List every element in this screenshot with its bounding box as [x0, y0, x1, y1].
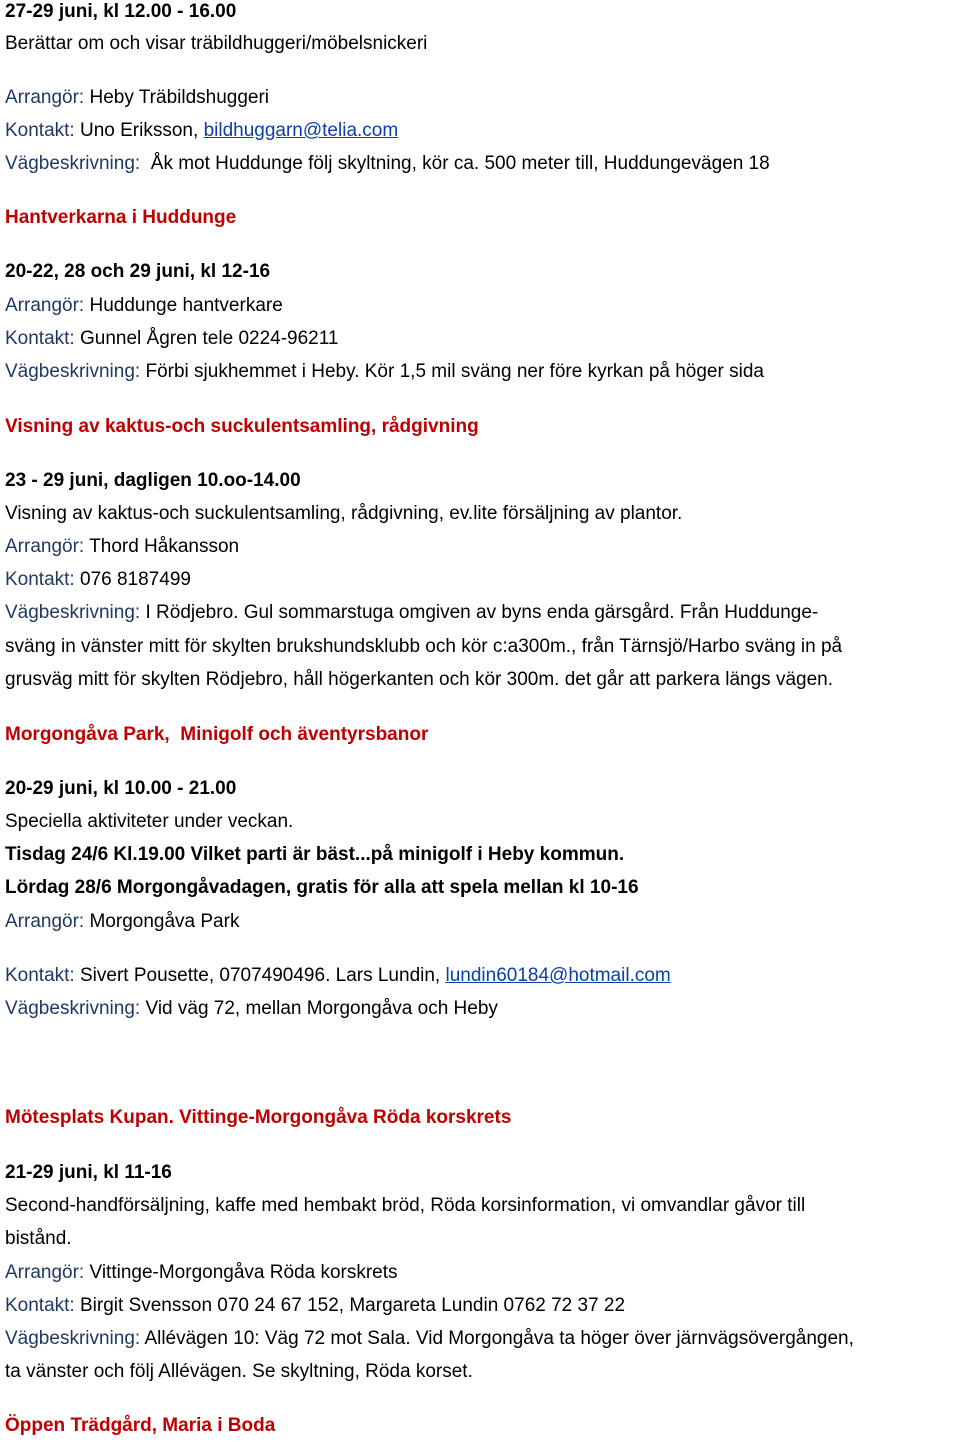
organizer-line	[5, 910, 239, 934]
contact-line	[5, 119, 398, 143]
organizer-value: Huddunge hantverkare	[89, 295, 283, 316]
organizer-label: Arrangör:	[5, 536, 85, 557]
event-description: Berättar om och visar träbildhuggeri/möbelsnickeri	[5, 33, 428, 54]
organizer-label: Arrangör:	[5, 911, 85, 932]
contact-label: Kontakt:	[5, 328, 75, 349]
organizer-value: Morgongåva Park	[89, 911, 240, 932]
directions-value: Allévägen 10: Väg 72 mot Sala. Vid Morgongåva ta höger över järnvägsövergången,	[144, 1328, 854, 1349]
section-heading: Öppen Trädgård, Maria i Boda	[5, 1415, 276, 1436]
directions-continued: ta vänster och följ Allévägen. Se skyltning, Röda korset.	[5, 1361, 473, 1382]
description-continued: bistånd.	[5, 1228, 72, 1249]
section-heading: Mötesplats Kupan. Vittinge-Morgongåva Röda korskrets	[5, 1107, 512, 1128]
contact-label: Kontakt:	[5, 120, 75, 141]
event-date: 20-29 juni, kl 10.00 - 21.00	[5, 778, 237, 799]
organizer-label: Arrangör:	[5, 1262, 85, 1283]
directions-continued: sväng in vänster mitt för skylten brukshundsklubb och kör c:a300m., från Tärnsjö/Harbo sväng in på	[5, 636, 843, 657]
event-description: Visning av kaktus-och suckulentsamling, rådgivning, ev.lite försäljning av plantor.	[5, 503, 683, 524]
organizer-value: Heby Träbildshuggeri	[89, 87, 270, 108]
contact-line	[5, 327, 338, 351]
contact-line	[5, 1294, 625, 1318]
directions-line	[5, 152, 770, 176]
special-event: Lördag 28/6 Morgongåvadagen, gratis för alla att spela mellan kl 10-16	[5, 877, 639, 898]
organizer-line	[5, 1261, 398, 1285]
directions-value: I Rödjebro. Gul sommarstuga omgiven av byns enda gärsgård. Från Huddunge-	[145, 602, 819, 623]
event-date: 27-29 juni, kl 12.00 - 16.00	[5, 1, 237, 22]
special-event: Tisdag 24/6 Kl.19.00 Vilket parti är bäst...på minigolf i Heby kommun.	[5, 844, 625, 865]
event-date: 23 - 29 juni, dagligen 10.oo-14.00	[5, 470, 301, 491]
organizer-line	[5, 86, 269, 110]
organizer-value: Thord Håkansson	[89, 536, 240, 557]
directions-label: Vägbeskrivning:	[5, 361, 141, 382]
event-date: 21-29 juni, kl 11-16	[5, 1162, 172, 1183]
contact-label: Kontakt:	[5, 965, 75, 986]
section-heading: Morgongåva Park, Minigolf och äventyrsbanor	[5, 724, 429, 745]
organizer-label: Arrangör:	[5, 295, 85, 316]
directions-line	[5, 360, 764, 384]
contact-value: Sivert Pousette, 0707490496. Lars Lundin,	[80, 965, 441, 986]
organizer-value: Vittinge-Morgongåva Röda korskrets	[89, 1262, 398, 1283]
directions-label: Vägbeskrivning:	[5, 1328, 141, 1349]
event-description: Second-handförsäljning, kaffe med hembakt bröd, Röda korsinformation, vi omvandlar gåvor till	[5, 1195, 806, 1216]
section-heading: Visning av kaktus-och suckulentsamling, rådgivning	[5, 416, 479, 437]
event-date: 20-22, 28 och 29 juni, kl 12-16	[5, 261, 271, 282]
directions-value: Vid väg 72, mellan Morgongåva och Heby	[145, 998, 498, 1019]
section-heading: Hantverkarna i Huddunge	[5, 207, 237, 228]
organizer-line	[5, 294, 283, 318]
directions-line	[5, 601, 818, 625]
contact-label: Kontakt:	[5, 1295, 75, 1316]
contact-value: Birgit Svensson 070 24 67 152, Margareta Lundin 0762 72 37 22	[80, 1295, 626, 1316]
directions-label: Vägbeskrivning:	[5, 998, 141, 1019]
directions-value: Förbi sjukhemmet i Heby. Kör 1,5 mil sväng ner före kyrkan på höger sida	[145, 361, 764, 382]
directions-label: Vägbeskrivning:	[5, 602, 141, 623]
contact-value: 076 8187499	[80, 569, 191, 590]
organizer-label: Arrangör:	[5, 87, 85, 108]
directions-line	[5, 1327, 854, 1351]
email-link[interactable]: bildhuggarn@telia.com	[203, 120, 399, 141]
contact-line	[5, 964, 671, 988]
contact-value: Uno Eriksson,	[80, 120, 199, 141]
contact-value: Gunnel Ågren tele 0224-96211	[80, 328, 339, 349]
email-link[interactable]: lundin60184@hotmail.com	[445, 965, 671, 986]
directions-line	[5, 997, 498, 1021]
directions-label: Vägbeskrivning:	[5, 153, 141, 174]
organizer-line	[5, 535, 239, 559]
event-description: Speciella aktiviteter under veckan.	[5, 811, 294, 832]
directions-value: Åk mot Huddunge följ skyltning, kör ca. 500 meter till, Huddungevägen 18	[150, 153, 770, 174]
contact-line	[5, 568, 191, 592]
directions-continued: grusväg mitt för skylten Rödjebro, håll högerkanten och kör 300m. det går att parkera längs vägen.	[5, 669, 834, 690]
contact-label: Kontakt:	[5, 569, 75, 590]
